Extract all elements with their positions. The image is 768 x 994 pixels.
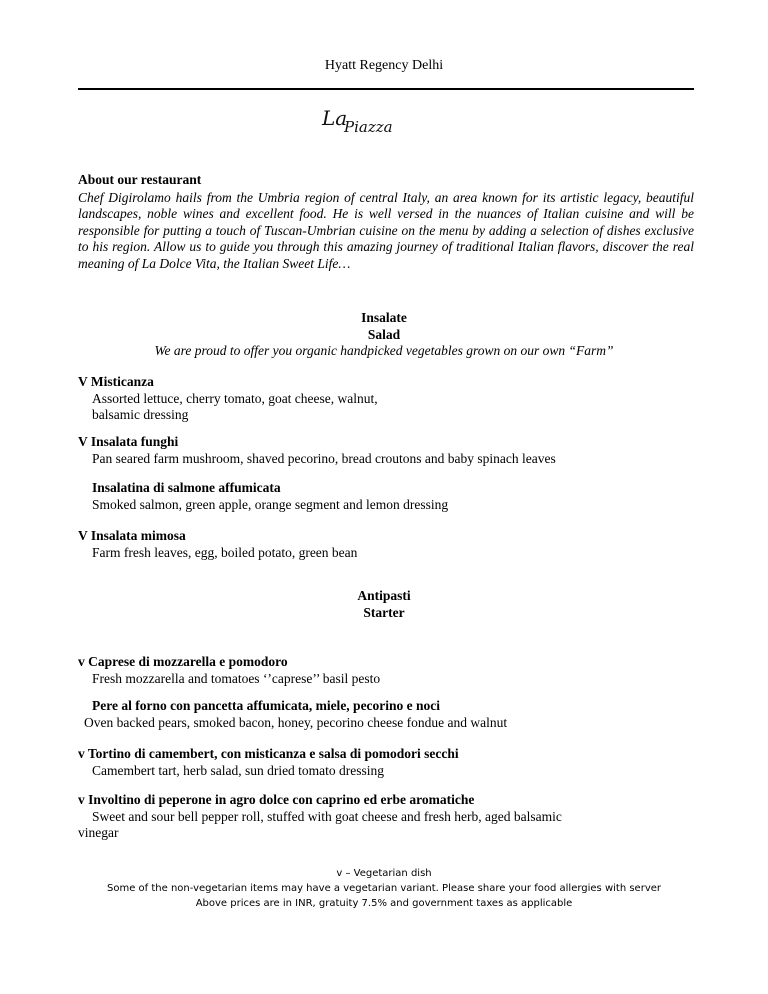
starter-title: Antipasti (357, 588, 411, 603)
salad-tagline: We are proud to offer you organic handpicked vegetables grown on our own “Farm” (154, 343, 614, 358)
header-divider (78, 88, 694, 90)
logo-line-1: La (322, 106, 348, 130)
starter-subtitle: Starter (363, 604, 405, 620)
menu-item-desc: Fresh mozzarella and tomatoes ‘’caprese’’ basil pesto (92, 670, 381, 686)
menu-item (78, 792, 694, 842)
menu-item-name: Pere al forno con pancetta affumicata, miele, pecorino e noci (92, 698, 441, 713)
menu-item-desc: Pan seared farm mushroom, shaved pecorino, bread croutons and baby spinach leaves (92, 450, 556, 466)
salad-subtitle: Salad (367, 326, 401, 342)
menu-item-name: v Caprese di mozzarella e pomodoro (78, 654, 288, 669)
menu-item-name: v Involtino di peperone in agro dolce con caprino ed erbe aromatiche (78, 792, 475, 807)
menu-item-name: V Insalata mimosa (78, 528, 186, 543)
starter-section-header (0, 588, 768, 621)
menu-item (78, 528, 694, 561)
menu-item (78, 480, 694, 513)
menu-item-desc-cont: balsamic dressing (92, 407, 189, 422)
menu-item (78, 698, 694, 731)
menu-item-desc: Assorted lettuce, cherry tomato, goat cheese, walnut, (92, 390, 378, 406)
footer-allergy-note: Some of the non-vegetarian items may have a vegetarian variant. Please share your food allergies with server (107, 883, 661, 894)
menu-item-desc: Smoked salmon, green apple, orange segment and lemon dressing (92, 496, 449, 512)
menu-item-desc: Camembert tart, herb salad, sun dried tomato dressing (92, 762, 385, 778)
about-text: Chef Digirolamo hails from the Umbria region of central Italy, an area known for its artistic legacy, beautiful landscapes, noble wines and excellent food. He is well versed in the nuances of Italian cuisine and will be responsible for putting a touch of Tuscan-Umbrian cuisine on the menu by adding a selection of dishes exclusive to his region. Allow us to guide you through this amazing journey of traditional Italian flavors, discover the real meaning of La Dolce Vita, the Italian Sweet Life… (78, 189, 694, 271)
menu-item (78, 654, 694, 687)
salad-section-header (0, 310, 768, 360)
menu-item (78, 434, 694, 467)
menu-item-name: V Insalata funghi (78, 434, 179, 449)
menu-item-desc-cont: vinegar (78, 825, 119, 840)
menu-item-name: v Tortino di camembert, con misticanza e salsa di pomodori secchi (78, 746, 459, 761)
menu-item-name: Insalatina di salmone affumicata (92, 480, 281, 495)
menu-item-name: V Misticanza (78, 374, 154, 389)
salad-title: Insalate (361, 310, 407, 325)
footer-price-note: Above prices are in INR, gratuity 7.5% and government taxes as applicable (195, 898, 573, 909)
menu-item-desc: Sweet and sour bell pepper roll, stuffed with goat cheese and fresh herb, aged balsamic (92, 808, 562, 824)
restaurant-logo (322, 106, 412, 146)
menu-item-desc: Farm fresh leaves, egg, boiled potato, green bean (92, 544, 358, 560)
logo-line-2: Piazza (344, 118, 393, 136)
menu-item (78, 374, 694, 424)
about-heading: About our restaurant (78, 172, 202, 187)
menu-item-desc: Oven backed pears, smoked bacon, honey, pecorino cheese fondue and walnut (84, 714, 508, 730)
footer-vegetarian-note: v – Vegetarian dish (336, 868, 432, 879)
menu-footer (0, 866, 768, 911)
menu-item (78, 746, 694, 779)
page-header-title: Hyatt Regency Delhi (324, 58, 444, 73)
about-section (78, 172, 694, 272)
